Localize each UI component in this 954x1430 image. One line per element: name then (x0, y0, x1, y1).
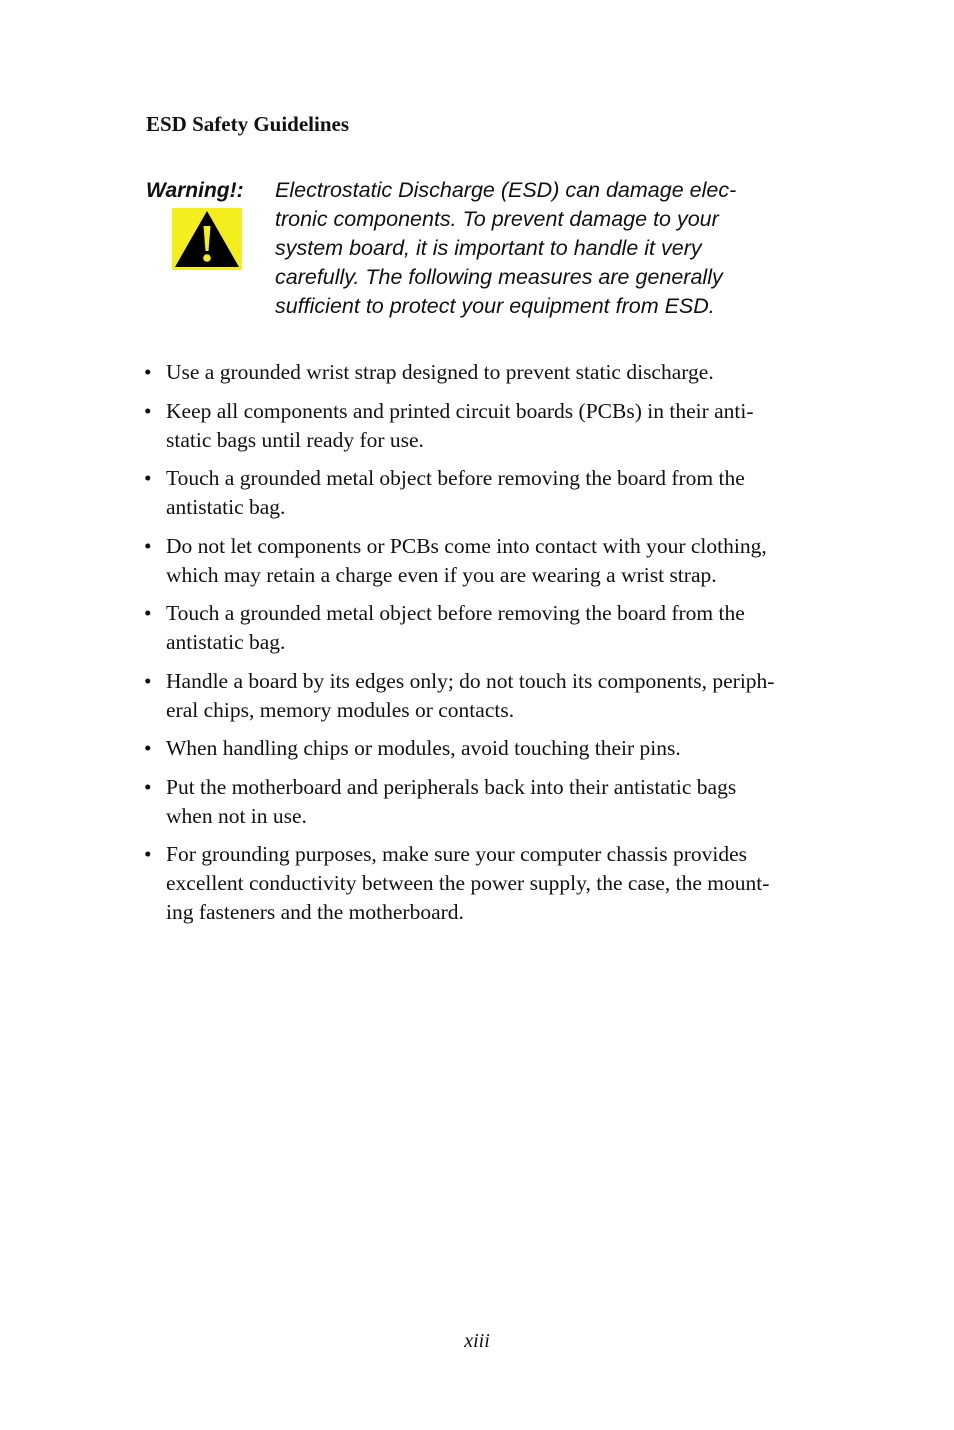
warning-text-line: system board, it is important to handle it very (275, 236, 702, 260)
warning-text-line: sufficient to protect your equipment from ESD. (275, 294, 715, 318)
bullet-icon: • (144, 668, 152, 693)
list-item-line: ing fasteners and the motherboard. (166, 900, 464, 924)
bullet-icon: • (144, 360, 152, 384)
list-item-line: eral chips, memory modules or contacts. (166, 697, 515, 722)
list-item-line: antistatic bag. (166, 495, 286, 519)
list-item-line: Do not let components or PCBs come into contact with your clothing, (166, 533, 767, 558)
bullet-icon: • (144, 533, 152, 558)
list-item-line: For grounding purposes, make sure your computer chassis provides (166, 842, 747, 866)
warning-text-line: carefully. The following measures are generally (275, 265, 723, 289)
list-item-line: excellent conductivity between the power supply, the case, the mount- (166, 871, 770, 895)
list-item (144, 464, 864, 522)
bullet-icon: • (144, 601, 152, 625)
list-item-line: Touch a grounded metal object before removing the board from the (166, 466, 745, 490)
list-item-line: static bags until ready for use. (166, 427, 424, 452)
warning-icon-exclamation-dot (203, 254, 211, 262)
page-heading: ESD Safety Guidelines (146, 112, 350, 136)
bullet-icon: • (144, 842, 152, 866)
bullet-icon: • (144, 466, 152, 490)
list-item-line: which may retain a charge even if you are wearing a wrist strap. (166, 562, 717, 587)
list-item (144, 667, 864, 725)
list-item-line: Put the motherboard and peripherals back into their antistatic bags (166, 774, 737, 799)
warning-text (275, 176, 835, 321)
list-item (144, 358, 864, 387)
bullet-icon: • (144, 736, 152, 760)
list-item (144, 773, 864, 831)
warning-label: Warning!: (146, 179, 244, 202)
list-item-line: Handle a board by its edges only; do not touch its components, periph- (166, 668, 775, 693)
list-item (144, 532, 864, 590)
list-item-line: Use a grounded wrist strap designed to prevent static discharge. (166, 360, 714, 384)
warning-text-line: tronic components. To prevent damage to your (275, 207, 719, 231)
list-item-line: antistatic bag. (166, 630, 286, 654)
list-item-line: Touch a grounded metal object before removing the board from the (166, 601, 745, 625)
esd-guidelines-list (144, 358, 864, 937)
list-item (144, 734, 864, 763)
list-item (144, 397, 864, 455)
warning-text-line: Electrostatic Discharge (ESD) can damage elec- (275, 178, 737, 202)
bullet-icon: • (144, 398, 152, 423)
bullet-icon: • (144, 774, 152, 799)
list-item (144, 840, 864, 927)
list-item (144, 599, 864, 657)
list-item-line: when not in use. (166, 803, 307, 828)
warning-triangle-icon (172, 208, 242, 270)
list-item-line: When handling chips or modules, avoid touching their pins. (166, 736, 681, 760)
list-item-line: Keep all components and printed circuit boards (PCBs) in their anti- (166, 398, 754, 423)
page-number: xiii (464, 1330, 490, 1352)
